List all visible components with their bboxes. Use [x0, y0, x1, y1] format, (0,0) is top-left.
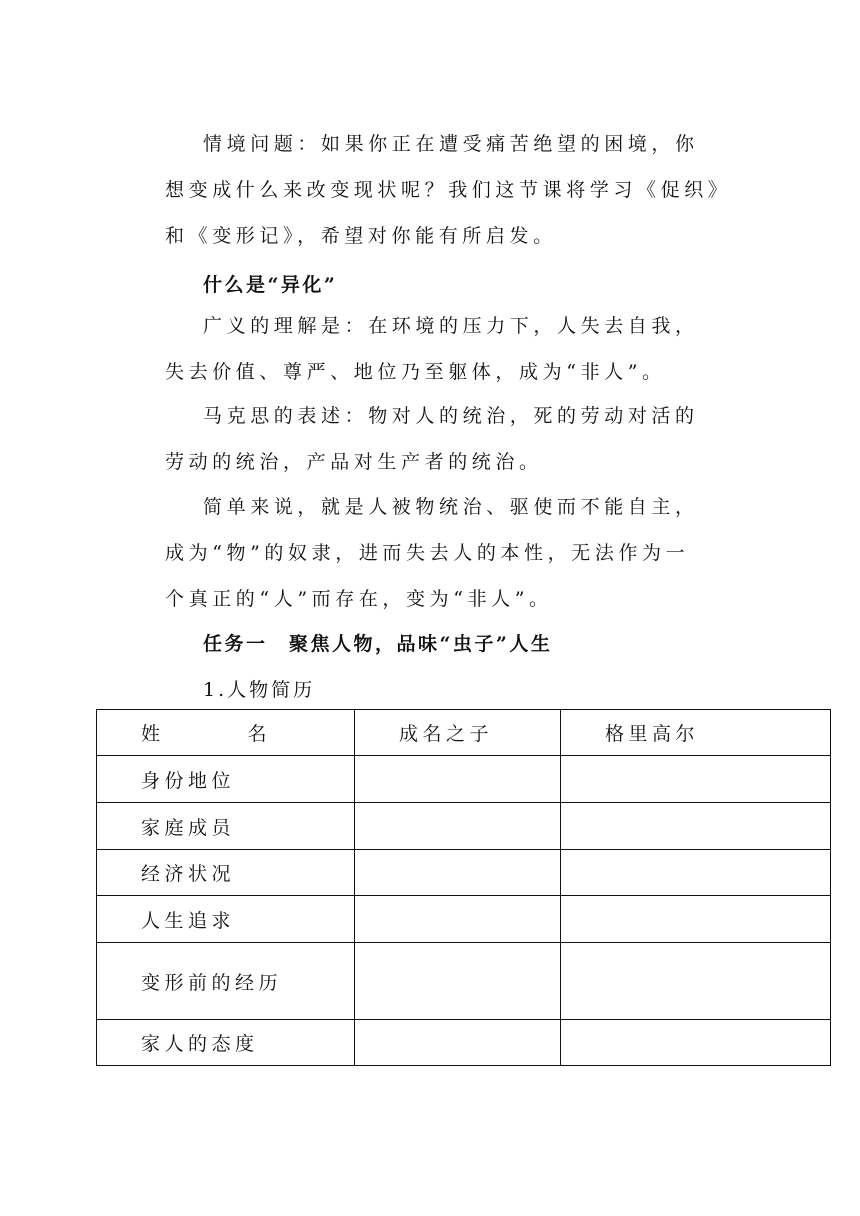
table-cell[interactable]	[561, 850, 831, 896]
header-col-chengming-son: 成名之子	[355, 710, 561, 756]
header-name-cell	[97, 710, 355, 756]
table-row	[97, 1020, 831, 1066]
broad-definition-paragraph	[165, 303, 725, 395]
table-row	[97, 850, 831, 896]
table-header-row	[97, 710, 831, 756]
simple-explanation-line-2: 成为“物”的奴隶，进而失去人的本性，无法作为一	[165, 542, 690, 564]
row-label: 经济状况	[97, 850, 355, 896]
table-row	[97, 943, 831, 1020]
table-cell[interactable]	[561, 896, 831, 943]
row-label: 家庭成员	[97, 803, 355, 850]
marx-line-1: 马克思的表述：物对人的统治，死的劳动对活的	[203, 405, 699, 427]
intro-line-2: 想变成什么来改变现状呢？我们这节课将学习《促织》	[165, 179, 732, 201]
alienation-heading: 什么是“异化”	[203, 274, 338, 296]
simple-explanation-line-1: 简单来说，就是人被物统治、驱使而不能自主，	[203, 496, 699, 518]
table-cell[interactable]	[355, 1020, 561, 1066]
table-cell[interactable]	[355, 943, 561, 1020]
table-row	[97, 896, 831, 943]
simple-explanation-line-3: 个真正的“人”而存在，变为“非人”。	[165, 588, 553, 610]
row-label: 家人的态度	[97, 1020, 355, 1066]
table-cell[interactable]	[355, 756, 561, 803]
table-cell[interactable]	[355, 803, 561, 850]
header-name-char-1: 姓	[141, 723, 165, 745]
task1-subtitle: 1.人物简历	[203, 679, 316, 701]
table-cell[interactable]	[355, 850, 561, 896]
header-col-gregor: 格里高尔	[561, 710, 831, 756]
table-cell[interactable]	[561, 943, 831, 1020]
intro-line-1: 情境问题：如果你正在遭受痛苦绝望的困境，你	[203, 133, 699, 155]
task1-heading: 任务一 聚焦人物，品味“虫子”人生	[203, 633, 553, 655]
table-cell[interactable]	[561, 756, 831, 803]
intro-line-3: 和《变形记》，希望对你能有所启发。	[165, 225, 557, 247]
row-label: 人生追求	[97, 896, 355, 943]
table-row	[97, 756, 831, 803]
table-cell[interactable]	[355, 896, 561, 943]
table-cell[interactable]	[561, 803, 831, 850]
header-name-char-2: 名	[247, 723, 271, 745]
broad-definition-line-1: 广义的理解是：在环境的压力下，人失去自我，	[203, 315, 699, 337]
row-label: 身份地位	[97, 756, 355, 803]
table-cell[interactable]	[561, 1020, 831, 1066]
marx-line-2: 劳动的统治，产品对生产者的统治。	[165, 451, 543, 473]
table-row	[97, 803, 831, 850]
marx-paragraph	[165, 393, 725, 485]
simple-explanation-paragraph	[165, 484, 725, 622]
row-label: 变形前的经历	[97, 943, 355, 1020]
character-profile-table	[96, 709, 831, 1066]
broad-definition-line-2: 失去价值、尊严、地位乃至躯体，成为“非人”。	[165, 361, 666, 383]
intro-paragraph	[165, 121, 732, 259]
